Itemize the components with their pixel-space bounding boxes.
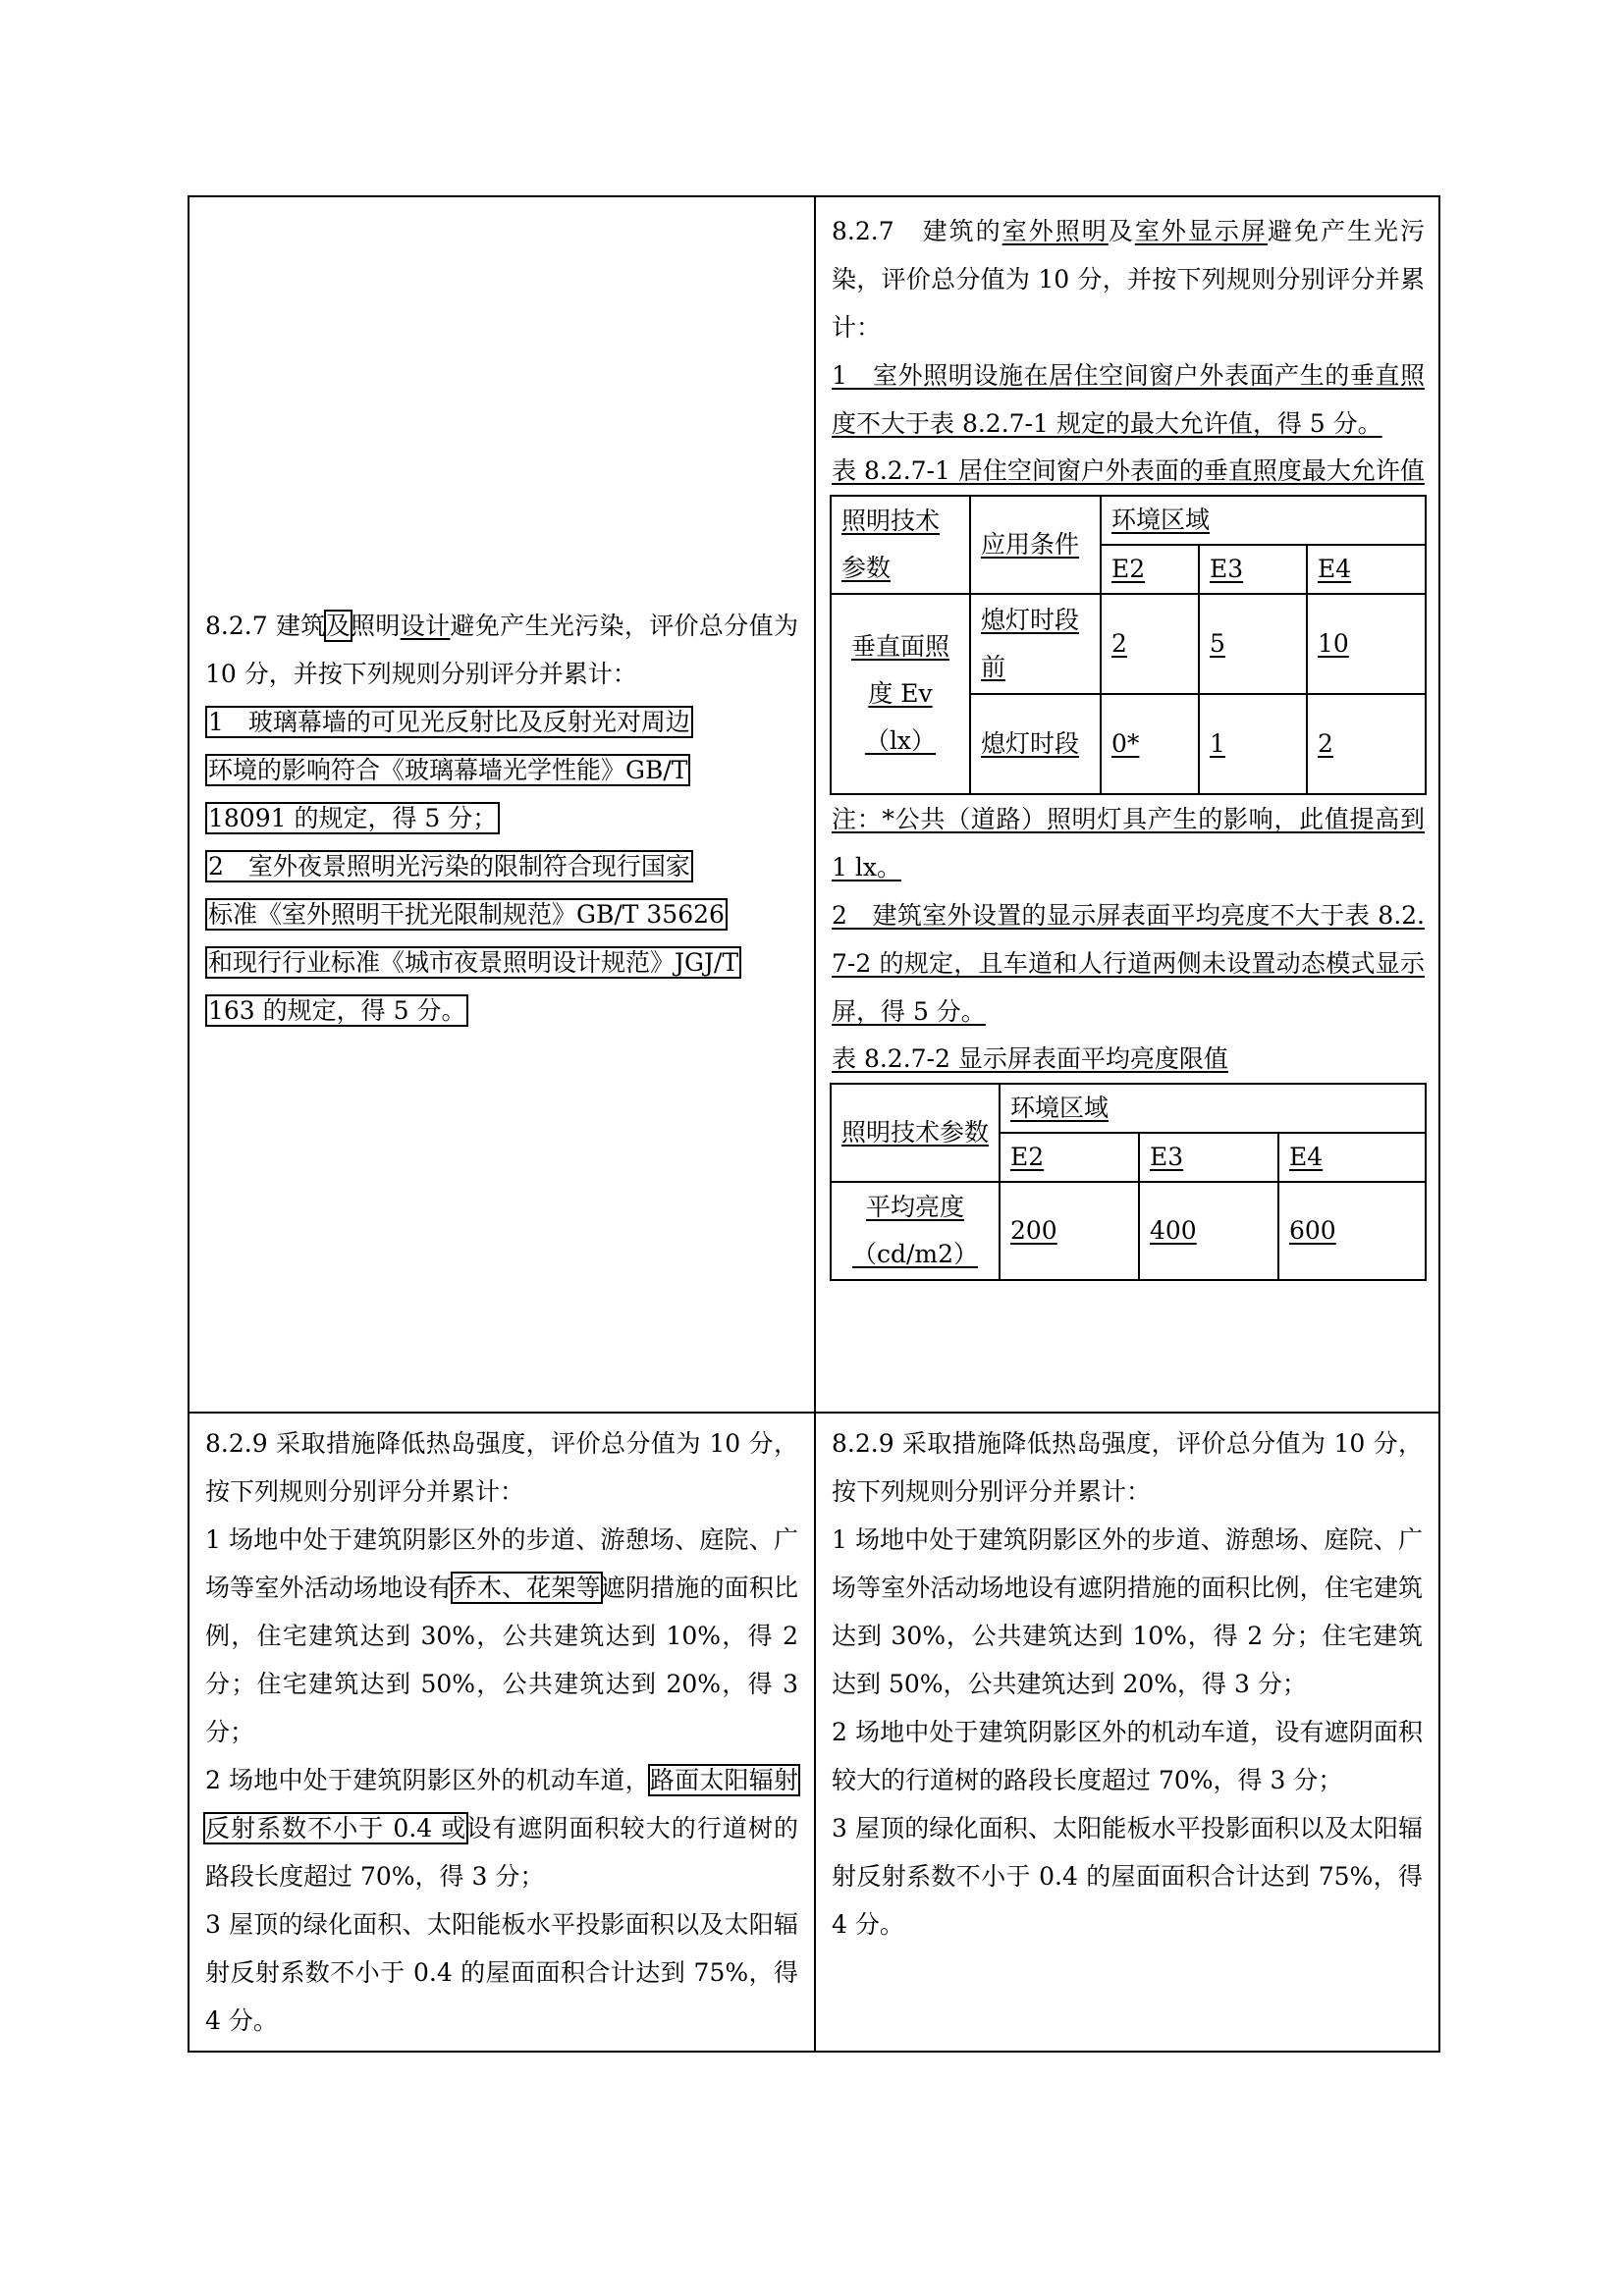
table-note: 注：*公共（道路）照明灯具产生的影响，此值提高到 1 lx。 [832,805,1425,881]
underlined-outdoor-display: 室外显示屏 [1134,217,1268,245]
old-clause-8-2-7 [189,196,815,1413]
marked-word-ji: 及 [325,612,351,640]
boxed-line: 和现行行业标准《城市夜景照明设计规范》JGJ/T [205,946,741,979]
boxed-line: 2 室外夜景照明光污染的限制符合现行国家 [205,850,693,882]
table-8-2-7-1-caption: 表 8.2.7-1 居住空间窗户外表面的垂直照度最大允许值 [832,456,1425,485]
value-cell: 5 [1199,594,1307,694]
value-cell: 1 [1199,694,1307,794]
table-8-2-7-1 [830,495,1427,795]
header-param: 照明技术参数 [831,496,970,594]
zone-e2: E2 [1000,1133,1139,1182]
value-cell: 2 [1101,594,1199,694]
table-row-8-2-9 [189,1413,1439,2052]
old-8-2-9-item-1 [205,1516,798,1756]
underlined-outdoor-lighting: 室外照明 [1001,217,1109,245]
old-8-2-9-intro: 8.2.9 采取措施降低热岛强度，评价总分值为 10 分，按下列规则分别评分并累计： [205,1429,798,1506]
boxed-trees-trellis: 乔木、花架等 [452,1574,601,1602]
table-row-8-2-7 [189,196,1439,1413]
item-text: 1 场地中处于建筑阴影区外的步道、游憩场、庭院、广场等室外活动场地设有 [205,1525,798,1602]
intro-text: 避免产生光污染，评价总分值为 10 分，并按下列规则分别评分并累计： [205,612,798,688]
zone-e4: E4 [1307,545,1426,594]
zone-e2: E2 [1101,545,1199,594]
item-text: 遮阴措施的面积比例，住宅建筑达到 30%，公共建筑达到 10%，得 2 分；住宅建筑达到 50%，公共建筑达到 20%，得 3 分； [205,1574,798,1746]
cond-before-curfew: 熄灯时段前 [970,594,1101,694]
value-cell: 200 [1000,1182,1139,1280]
new-8-2-7-intro [832,197,1425,351]
header-env-zone: 环境区域 [1101,496,1426,545]
new-8-2-9-item-1: 1 场地中处于建筑阴影区外的步道、游憩场、庭院、广场等室外活动场地设有遮阴措施的面积比例，住宅建筑达到 30%，公共建筑达到 10%，得 2 分；住宅建筑达到 50%，公共建筑达到 20%，得 3 分； [832,1525,1423,1698]
boxed-road-reflectance: 路面太阳辐射反射系数不小于 0.4 或 [205,1766,798,1842]
intro-text: 照明 [350,612,401,640]
value-cell: 0* [1101,694,1199,794]
header-condition: 应用条件 [970,496,1101,594]
comparison-table [188,195,1440,2053]
table-8-2-7-2-caption: 表 8.2.7-2 显示屏表面平均亮度限值 [832,1044,1228,1073]
intro-text: 8.2.7 建筑的 [832,217,1002,245]
old-8-2-7-intro [205,602,798,698]
new-clause-8-2-9 [815,1413,1439,2052]
boxed-line: 163 的规定，得 5 分。 [205,994,468,1027]
old-clause-8-2-9 [189,1413,815,2052]
zone-e4: E4 [1278,1133,1426,1182]
zone-e3: E3 [1139,1133,1278,1182]
header-param: 照明技术参数 [831,1084,1000,1182]
param-avg-luminance: 平均亮度（cd/m2） [831,1182,1000,1280]
new-8-2-9-item-3: 3 屋顶的绿化面积、太阳能板水平投影面积以及太阳辐射反射系数不小于 0.4 的屋面面积合计达到 75%，得 4 分。 [832,1814,1423,1939]
boxed-line: 标准《室外照明干扰光限制规范》GB/T 35626 [205,898,728,931]
intro-text: 避免产生光污染，评价总分值为 10 分，并按下列规则分别评分并累计： [832,217,1425,342]
old-8-2-9-item-2 [205,1756,798,1900]
boxed-line: 1 玻璃幕墙的可见光反射比及反射光对周边 [205,706,693,738]
new-8-2-9-intro: 8.2.9 采取措施降低热岛强度，评价总分值为 10 分，按下列规则分别评分并累计： [832,1429,1423,1506]
item-text: 设有遮阴面积较大的行道树的路段长度超过 70%，得 3 分； [205,1814,798,1891]
header-env-zone: 环境区域 [1000,1084,1426,1133]
zone-e3: E3 [1199,545,1307,594]
value-cell: 400 [1139,1182,1278,1280]
intro-text: 及 [1108,217,1135,245]
boxed-line: 18091 的规定，得 5 分； [205,802,500,834]
param-vertical-illuminance: 垂直面照度 Ev（lx） [831,594,970,794]
cond-after-curfew: 熄灯时段 [970,694,1101,794]
value-cell: 600 [1278,1182,1426,1280]
old-8-2-9-item-3: 3 屋顶的绿化面积、太阳能板水平投影面积以及太阳辐射反射系数不小于 0.4 的屋面面积合计达到 75%，得 4 分。 [205,1910,798,2035]
value-cell: 2 [1307,694,1426,794]
item-text: 2 场地中处于建筑阴影区外的机动车道， [205,1766,650,1794]
value-cell: 10 [1307,594,1426,694]
table-8-2-7-2 [830,1083,1427,1281]
old-8-2-7-item-1 [205,698,798,842]
intro-text: 8.2.7 建筑 [205,612,326,640]
underlined-word-sheji: 设计 [400,612,451,640]
new-8-2-7-item-2: 2 建筑室外设置的显示屏表面平均亮度不大于表 8.2.7-2 的规定，且车道和人行道两侧未设置动态模式显示屏，得 5 分。 [832,901,1425,1026]
boxed-line: 环境的影响符合《玻璃幕墙光学性能》GB/T [205,754,690,786]
old-8-2-7-item-2 [205,842,798,1035]
new-8-2-9-item-2: 2 场地中处于建筑阴影区外的机动车道，设有遮阴面积较大的行道树的路段长度超过 70%，得 3 分； [832,1718,1423,1794]
new-8-2-7-item-1: 1 室外照明设施在居住空间窗户外表面产生的垂直照度不大于表 8.2.7-1 规定的最大允许值，得 5 分。 [832,361,1425,438]
new-clause-8-2-7 [815,196,1439,1413]
